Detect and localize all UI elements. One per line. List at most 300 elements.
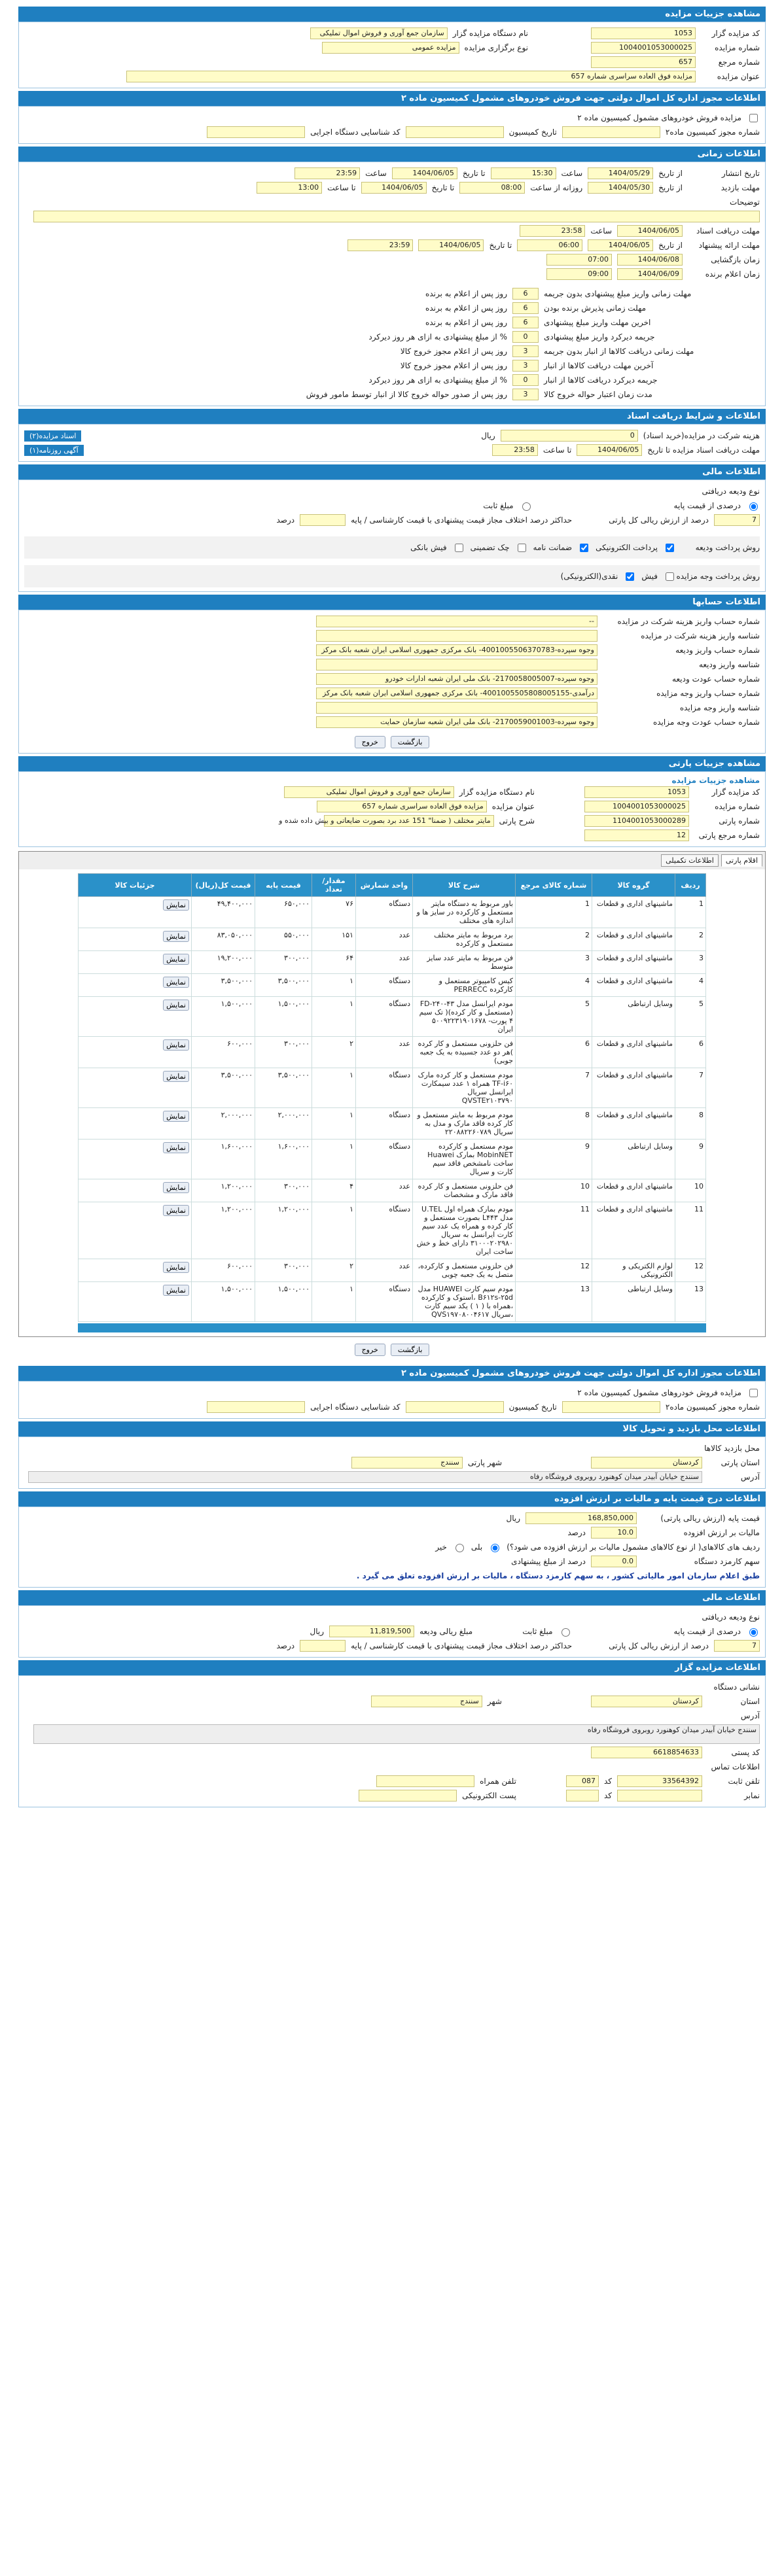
table-cell: ۱: [312, 1068, 356, 1108]
pay-guarantee-check[interactable]: [580, 544, 588, 552]
table-cell: فن حلزونی مستعمل و کارکرده، متصل به یک جعبه چوبی: [413, 1259, 516, 1282]
party-subj-label: عنوان مزایده: [491, 802, 535, 811]
table-cell: 8: [675, 1108, 706, 1140]
party-code-label: کد مزایده گزار: [711, 788, 760, 797]
table-cell: عدد: [356, 1179, 413, 1202]
rule-unit: % از مبلغ پیشنهادی به ازای هر روز دیرکرد: [368, 375, 507, 385]
table-cell: ۱: [312, 1282, 356, 1322]
table-row: [79, 997, 706, 1037]
rule-unit: روز پس از صدور حواله خروج کالا از انبار توسط مامور فروش: [306, 390, 507, 399]
table-row: [79, 897, 706, 928]
table-row: [79, 974, 706, 997]
table-cell: ۱۹,۲۰۰,۰۰۰: [192, 951, 255, 974]
bottom-fixed-radio[interactable]: [561, 1628, 570, 1637]
rule-label: اخرین مهلت واریز مبلغ پیشنهادی: [544, 318, 651, 327]
table-cell: ۱,۵۰۰,۰۰۰: [255, 997, 312, 1037]
table-cell: دستگاه: [356, 1068, 413, 1108]
state-label: استان: [740, 1697, 760, 1706]
table-cell: ۳۰۰,۰۰۰: [255, 1179, 312, 1202]
org-addr-label: نشانی دستگاه: [713, 1682, 760, 1692]
rule-label: مهلت زمانی دریافت کالاها از انبار بدون جریمه: [544, 347, 694, 356]
phone-field: 33564392: [617, 1775, 702, 1787]
table-cell: 2: [516, 928, 592, 951]
table-cell: کیس کامپیوتر مستعمل و کارکرده PERRECC: [413, 974, 516, 997]
subject-field: مزایده فوق العاده سراسری شماره 657: [126, 71, 696, 82]
no-label: خیر: [435, 1542, 447, 1552]
table-cell: ۵۵۰,۰۰۰: [255, 928, 312, 951]
accounts-list: [24, 614, 760, 729]
postal-label: کد پستی: [731, 1748, 760, 1757]
table-cell: ماشینهای اداری و قطعات: [592, 974, 675, 997]
table-cell: ۱۵۱: [312, 928, 356, 951]
column-header[interactable]: واحد شمارش: [356, 874, 413, 897]
table-cell: ماشینهای اداری و قطعات: [592, 1108, 675, 1140]
rule-value: 0: [512, 331, 539, 343]
table-cell: مودم مستعمل و کارکرده MobinNET بمارک Huawei ساخت نامشخص فاقد سیم کارت و سریال: [413, 1140, 516, 1179]
table-cell: 9: [675, 1140, 706, 1179]
price-slip-check[interactable]: [666, 572, 674, 581]
table-row: [79, 1179, 706, 1202]
table-cell: ۱,۶۰۰,۰۰۰: [192, 1140, 255, 1179]
offer-to-date: 1404/06/05: [418, 239, 484, 251]
detail-cell: [79, 951, 192, 974]
exit-button[interactable]: خروج: [355, 1344, 385, 1356]
docs-deadline-time-label: تا ساعت: [543, 445, 572, 455]
max-diff-label: حداکثر درصد اختلاف مجاز قیمت پیشنهادی با قیمت کارشناسی / پایه: [351, 515, 573, 525]
items-panel: [18, 851, 766, 1337]
account-value: [316, 630, 597, 642]
permit-check-label: مزایده فروش خودروهای مشمول کمیسیون ماده ۲: [577, 113, 741, 122]
fax-label: نمابر: [744, 1791, 760, 1800]
broker-label: سهم کارمزد دستگاه: [694, 1557, 760, 1566]
party-section: [18, 771, 766, 847]
account-value: درآمدی-4001005505808005155- بانک مرکزی جمهوری اسلامی ایران شعبه بانک مرکز: [316, 688, 597, 699]
rule-unit: روز پس از اعلام مجوز خروج کالا: [400, 347, 507, 356]
table-cell: دستگاه: [356, 1140, 413, 1179]
account-row: [24, 715, 760, 729]
org-label: نام دستگاه مزایده گزار: [452, 29, 528, 38]
table-cell: 12: [516, 1259, 592, 1282]
table-row: [79, 1259, 706, 1282]
table-cell: 10: [675, 1179, 706, 1202]
newspaper-ad-button[interactable]: آگهی روزنامه(۱): [24, 445, 84, 456]
show-details-button[interactable]: نمایش: [163, 931, 189, 942]
to-label: تا تاریخ: [431, 183, 455, 192]
deadline-rule-row: [24, 358, 760, 373]
visit-from-time: 08:00: [459, 182, 525, 194]
visit-label: مهلت بازدید: [721, 183, 760, 192]
table-cell: ۱: [312, 1202, 356, 1259]
show-details-button[interactable]: نمایش: [163, 1205, 189, 1216]
show-details-button[interactable]: نمایش: [163, 1285, 189, 1296]
account-row: [24, 643, 760, 657]
table-cell: وسایل ارتباطی: [592, 1282, 675, 1322]
table-cell: ۱: [312, 974, 356, 997]
price-electronic-label: نقدی(الکترونیکی): [560, 572, 618, 581]
show-details-button[interactable]: نمایش: [163, 1111, 189, 1122]
detail-cell: [79, 1140, 192, 1179]
publish-label: تاریخ انتشار: [721, 169, 760, 178]
bottom-permit-check-label: مزایده فروش خودروهای مشمول کمیسیون ماده ۲: [577, 1388, 741, 1397]
table-cell: فن مربوط به مایتر عدد سایز متوسط: [413, 951, 516, 974]
rule-value: 6: [512, 317, 539, 328]
vat-notice: طبق اعلام سازمان امور مالیاتی کشور ، به سهم کارمزد دستگاه ، مالیات بر ارزش افزوده تعلق می گیرد .: [356, 1571, 760, 1580]
docs-header: اطلاعات و شرایط دریافت اسناد: [18, 409, 766, 424]
table-cell: ۴: [312, 1179, 356, 1202]
table-cell: ۱,۲۰۰,۰۰۰: [192, 1179, 255, 1202]
table-cell: ۲,۰۰۰,۰۰۰: [255, 1108, 312, 1140]
table-cell: عدد: [356, 1259, 413, 1282]
table-cell: عدد: [356, 951, 413, 974]
price-method-label: روش پرداخت وجه مزایده: [676, 572, 760, 581]
account-value: وجوه سپرده-2170059001003- بانک ملی ایران شعبه سازمان حمایت: [316, 716, 597, 728]
table-cell: دستگاه: [356, 1108, 413, 1140]
subject-label: عنوان مزایده: [717, 72, 760, 81]
party-desc-field: مایتر مختلف ( ضمنا" 151 عدد برد بصورت ضایعاتی و بیش داده شده و: [324, 815, 494, 827]
rule-label: مهلت زمانی پذیرش برنده بودن: [544, 304, 647, 313]
table-cell: ۶۰۰,۰۰۰: [192, 1037, 255, 1068]
table-row: [79, 1068, 706, 1108]
vat-no-radio[interactable]: [455, 1544, 464, 1552]
table-cell: ماشینهای اداری و قطعات: [592, 951, 675, 974]
type-field: مزایده عمومی: [322, 42, 459, 54]
org-id-field: [207, 126, 305, 138]
table-cell: دستگاه: [356, 974, 413, 997]
visit-header: اطلاعات محل بازدید و تحویل کالا: [18, 1421, 766, 1436]
account-label: شماره حساب عودت وجه مزایده: [652, 718, 760, 727]
table-cell: ۱,۲۰۰,۰۰۰: [192, 1202, 255, 1259]
bottom-finance-section: [18, 1605, 766, 1658]
table-cell: 7: [675, 1068, 706, 1108]
account-label: شماره حساب عودت ودیعه: [672, 674, 760, 684]
detail-cell: [79, 1068, 192, 1108]
table-cell: 11: [675, 1202, 706, 1259]
rule-unit: % از مبلغ پیشنهادی به ازای هر روز دیرکرد: [368, 332, 507, 341]
table-row: [79, 928, 706, 951]
pay-slip-check[interactable]: [455, 544, 463, 552]
auction-detail-header: مشاهده جزییات مزایده: [18, 7, 766, 22]
notes-label: توضیحات: [729, 198, 760, 207]
column-header[interactable]: ردیف: [675, 874, 706, 897]
finance-header: اطلاعات مالی: [18, 464, 766, 479]
back-button[interactable]: بازگشت: [391, 1344, 430, 1356]
bottom-percent-radio[interactable]: [749, 1628, 758, 1637]
time-label: ساعت: [365, 169, 387, 178]
permit-checkbox[interactable]: [749, 114, 758, 122]
table-cell: مودم بمارک همراه اول U.TEL مدل L۴۴۳ بصورت مستعمل و کار کرده و همراه یک عدد سیم کارت ایرانسل به سریال ۳۱۰۰۰۲۰۲۹۸۰ دارای خط و خش ساخت ایران: [413, 1202, 516, 1259]
offer-from-time: 06:00: [517, 239, 582, 251]
yes-label: بلی: [471, 1542, 483, 1552]
table-cell: باور مربوط به دستگاه مایتر مستعمل و کارکرده در سایز ها و اندازه های مختلف: [413, 897, 516, 928]
table-cell: عدد: [356, 928, 413, 951]
detail-cell: [79, 997, 192, 1037]
base-price-label: قیمت پایه (ارزش ریالی پارتی): [660, 1514, 760, 1523]
guarantee-type-label: نوع ودیعه دریافتی: [702, 487, 760, 496]
email-field: [359, 1790, 457, 1801]
column-header[interactable]: قیمت پایه: [255, 874, 312, 897]
column-header[interactable]: شرح کالا: [413, 874, 516, 897]
bottom-permit-header: اطلاعات مجوز اداره کل اموال دولتی جهت فروش خودروهای مشمول کمیسیون ماده ۲: [18, 1366, 766, 1381]
table-cell: 3: [516, 951, 592, 974]
column-header[interactable]: قیمت کل(ریال): [192, 874, 255, 897]
table-cell: ۳۰۰,۰۰۰: [255, 1259, 312, 1282]
table-cell: 3: [675, 951, 706, 974]
bottom-permit-checkbox[interactable]: [749, 1389, 758, 1397]
table-cell: ماشینهای اداری و قطعات: [592, 897, 675, 928]
bottom-max-diff-unit: درصد: [276, 1641, 295, 1650]
org-city-field: سنندج: [371, 1696, 482, 1707]
account-row: [24, 701, 760, 715]
bottom-org-id-label: کد شناسایی دستگاه اجرایی: [310, 1402, 401, 1412]
show-details-button[interactable]: نمایش: [163, 1000, 189, 1011]
party-subtitle: مشاهده جزییات مزایده: [671, 776, 760, 785]
auction-detail-section: [18, 22, 766, 88]
tabs-bar: [19, 852, 765, 869]
table-cell: ۷۶: [312, 897, 356, 928]
publish-to-time: 23:59: [294, 167, 360, 179]
show-details-button[interactable]: نمایش: [163, 1039, 189, 1051]
type-label: نوع برگزاری مزایده: [464, 43, 528, 52]
table-cell: مودم ایرانسل مدل FD-۲۴۰-۴۳ (مستعمل و کار کرده)( تک سیم ۴ پورت- ۵۰۰۹۲۲۳۱۹۰۱۶۷۸ ایران: [413, 997, 516, 1037]
finance-section: [18, 479, 766, 592]
detail-cell: [79, 1179, 192, 1202]
area-label: کد: [603, 1777, 612, 1786]
deadline-rule-row: [24, 301, 760, 315]
show-details-button[interactable]: نمایش: [163, 1142, 189, 1153]
doc-deadline-time: 23:58: [520, 225, 585, 237]
table-cell: وسایل ارتباطی: [592, 997, 675, 1037]
table-cell: ۴۹,۴۰۰,۰۰۰: [192, 897, 255, 928]
opt-fixed-label: مبلغ ثابت: [483, 501, 514, 510]
table-cell: لوازم الکتریکی و الکترونیکی: [592, 1259, 675, 1282]
contact-label: اطلاعات تماس: [711, 1762, 760, 1771]
city-field: سنندج: [351, 1457, 463, 1469]
table-row: [79, 1282, 706, 1322]
bottom-percent-field: 7: [714, 1640, 760, 1652]
column-header[interactable]: شماره کالای مرجع: [516, 874, 592, 897]
max-diff-field: [300, 514, 346, 526]
column-header[interactable]: مقدار/ تعداد: [312, 874, 356, 897]
visit-loc-label: محل بازدید کالاها: [704, 1444, 760, 1453]
rule-unit: روز پس از اعلام به برنده: [425, 318, 507, 327]
org-info-header: اطلاعات مزایده گزار: [18, 1660, 766, 1675]
table-cell: ۲: [312, 1037, 356, 1068]
tab-party-items[interactable]: اقلام پارتی: [721, 854, 762, 867]
price-electronic-check[interactable]: [626, 572, 634, 581]
notes-field: [33, 211, 760, 222]
table-cell: ماشینهای اداری و قطعات: [592, 1068, 675, 1108]
tab-extra-info[interactable]: اطلاعات تکمیلی: [661, 854, 719, 867]
bottom-permit-date-field: [406, 1401, 504, 1413]
rule-unit: روز پس از اعلام به برنده: [425, 304, 507, 313]
table-cell: ۱: [312, 1140, 356, 1179]
table-row: [79, 951, 706, 974]
pay-method-label: روش پرداخت ودیعه: [695, 543, 760, 552]
state-field: کردستان: [591, 1696, 702, 1707]
mobile-label: تلفن همراه: [480, 1777, 516, 1786]
bottom-max-diff-label: حداکثر درصد اختلاف مجاز قیمت پیشنهادی با قیمت کارشناسی / پایه: [351, 1641, 573, 1650]
account-row: [24, 657, 760, 672]
table-cell: عدد: [356, 1037, 413, 1068]
offer-to-time: 23:59: [347, 239, 413, 251]
bottom-opt-fixed: مبلغ ثابت: [522, 1627, 553, 1636]
postal-field: 6618854633: [591, 1747, 702, 1758]
deadline-rule-row: [24, 330, 760, 344]
announce-date: 1404/06/09: [617, 268, 683, 280]
account-value: [316, 702, 597, 714]
price-section: [18, 1506, 766, 1588]
bottom-max-diff-field: [300, 1640, 346, 1652]
doc-deadline-label: مهلت دریافت اسناد: [696, 226, 760, 235]
account-row: [24, 614, 760, 629]
bottom-permit-no-field: [562, 1401, 660, 1413]
opt-percent-label: درصدی از قیمت پایه: [673, 501, 741, 510]
show-details-button[interactable]: نمایش: [163, 899, 189, 911]
org-address-field: سنندج خیابان آبیدر میدان کوهنورد روبروی فروشگاه رفاه: [33, 1724, 760, 1744]
time-label: تا ساعت: [327, 183, 356, 192]
deadline-rule-row: [24, 315, 760, 330]
open-date: 1404/06/08: [617, 254, 683, 266]
account-label: شماره حساب واریز وجه مزایده: [656, 689, 760, 698]
party-header: مشاهده جزییات پارتی: [18, 756, 766, 771]
org-address-label: آدرس: [740, 1711, 760, 1720]
table-cell: مودم مربوط به مایتر مستعمل و کار کرده فاقد مارک و مدل به سریال ۲۲۰۸۸۲۲۶۰۷۸۹: [413, 1108, 516, 1140]
rule-label: آخرین مهلت دریافت کالاها از انبار: [544, 361, 654, 370]
table-cell: وسایل ارتباطی: [592, 1140, 675, 1179]
vat-yes-radio[interactable]: [491, 1544, 499, 1552]
show-details-button[interactable]: نمایش: [163, 1071, 189, 1082]
detail-cell: [79, 897, 192, 928]
table-cell: ۶۵۰,۰۰۰: [255, 897, 312, 928]
rule-label: مدت زمان اعتبار حواله خروج کالا: [544, 390, 652, 399]
account-label: شناسه واریز هزینه شرکت در مزایده: [641, 631, 760, 640]
fixed-radio[interactable]: [522, 502, 531, 511]
pay-cheque-check[interactable]: [518, 544, 526, 552]
account-label: شناسه واریز ودیعه: [698, 660, 760, 669]
bottom-permit-section: [18, 1381, 766, 1419]
table-cell: 8: [516, 1108, 592, 1140]
permit-header: اطلاعات مجوز اداره کل اموال دولتی جهت فروش خودروهای مشمول کمیسیون ماده ۲: [18, 91, 766, 106]
open-label: زمان بازگشایی: [711, 255, 760, 264]
table-cell: 5: [516, 997, 592, 1037]
column-header[interactable]: جزئیات کالا: [79, 874, 192, 897]
table-cell: ۲: [312, 1259, 356, 1282]
ref-number-field: 657: [591, 56, 696, 68]
org-info-section: [18, 1675, 766, 1807]
accounts-header: اطلاعات حسابها: [18, 595, 766, 610]
broker-unit: درصد از مبلغ پیشنهادی: [511, 1557, 586, 1566]
party-code-field: 1053: [584, 786, 689, 798]
table-row: [79, 1202, 706, 1259]
email-label: پست الکترونیکی: [462, 1791, 516, 1800]
table-cell: 6: [675, 1037, 706, 1068]
column-header[interactable]: گروه کالا: [592, 874, 675, 897]
show-details-button[interactable]: نمایش: [163, 954, 189, 965]
accounts-section: [18, 610, 766, 754]
permit-date-label: تاریخ کمیسیون: [508, 128, 557, 137]
rule-value: 3: [512, 389, 539, 400]
table-cell: ۸۳,۰۵۰,۰۰۰: [192, 928, 255, 951]
detail-cell: [79, 1259, 192, 1282]
party-ref-field: 12: [584, 829, 689, 841]
account-row: [24, 672, 760, 686]
rule-label: جریمه دیرکرد واریز مبلغ پیشنهادی: [544, 332, 655, 341]
show-details-button[interactable]: نمایش: [163, 1262, 189, 1273]
exit-button[interactable]: خروج: [355, 736, 385, 748]
account-label: شماره حساب واریز هزینه شرکت در مزایده: [617, 617, 760, 626]
visit-from-date: 1404/05/30: [588, 182, 653, 194]
account-value: --: [316, 616, 597, 627]
timing-header: اطلاعات زمانی: [18, 147, 766, 162]
show-details-button[interactable]: نمایش: [163, 977, 189, 988]
bottom-permit-date-label: تاریخ کمیسیون: [508, 1402, 557, 1412]
party-ref-label: شماره مرجع پارتی: [698, 831, 760, 840]
detail-cell: [79, 1202, 192, 1259]
back-button[interactable]: بازگشت: [391, 736, 430, 748]
table-cell: 7: [516, 1068, 592, 1108]
offer-from-date: 1404/06/05: [588, 239, 653, 251]
bottom-permit-no-label: شماره مجوز کمیسیون ماده۲: [665, 1402, 760, 1412]
table-cell: ۳,۵۰۰,۰۰۰: [192, 974, 255, 997]
deadline-rule-row: [24, 373, 760, 387]
percent-radio[interactable]: [749, 502, 758, 511]
address-label: آدرس: [740, 1472, 760, 1482]
from-label: از تاریخ: [658, 169, 683, 178]
city-label: شهر پارتی: [467, 1458, 502, 1467]
rule-label: جریمه دیرکرد دریافت کالاها از انبار: [544, 375, 658, 385]
table-cell: ۶۴: [312, 951, 356, 974]
table-cell: دستگاه: [356, 997, 413, 1037]
table-cell: ۱,۶۰۰,۰۰۰: [255, 1140, 312, 1179]
table-footer-bar: [78, 1323, 706, 1332]
show-details-button[interactable]: نمایش: [163, 1182, 189, 1193]
table-cell: ۱,۲۰۰,۰۰۰: [255, 1202, 312, 1259]
table-cell: 12: [675, 1259, 706, 1282]
table-cell: فن حلزونی مستعمل و کار کرده فاقد مارک و مشخصات: [413, 1179, 516, 1202]
table-row: [79, 1108, 706, 1140]
auction-docs-button[interactable]: اسناد مزایده(۲): [24, 430, 81, 442]
table-cell: ۳,۵۰۰,۰۰۰: [192, 1068, 255, 1108]
org-id-label: کد شناسایی دستگاه اجرایی: [310, 128, 401, 137]
party-org-label: نام دستگاه مزایده گزار: [459, 788, 535, 797]
rule-value: 0: [512, 374, 539, 386]
account-label: شناسه واریز وجه مزایده: [679, 703, 760, 712]
docs-section: [18, 424, 766, 462]
table-cell: ۳,۵۰۰,۰۰۰: [255, 974, 312, 997]
pay-electronic-check[interactable]: [666, 544, 674, 552]
party-desc-label: شرح پارتی: [499, 816, 535, 826]
base-price-field: 168,850,000: [526, 1512, 637, 1524]
org-field: سازمان جمع آوری و فروش اموال تملیکی: [310, 27, 448, 39]
rule-value: 6: [512, 288, 539, 300]
publish-from-date: 1404/05/29: [588, 167, 653, 179]
account-value: وجوه سپرده-2170058005007- بانک ملی ایران شعبه ادارات خودرو: [316, 673, 597, 685]
table-cell: ماشینهای اداری و قطعات: [592, 1202, 675, 1259]
fax-area-label: کد: [603, 1791, 612, 1800]
table-row: [79, 1037, 706, 1068]
table-cell: مودم سیم کارت HUAWEI مدل B۶۱۲s-۲۵d ،استوک و کارکرده ،همراه با ( ۱ ) یکد سیم کارت ،سریال QVS۱۹۷۰۸۰۰۴۶۱۷: [413, 1282, 516, 1322]
items-table-header: [79, 874, 706, 897]
org-city-label: شهر: [487, 1697, 502, 1706]
table-cell: 13: [516, 1282, 592, 1322]
visit-to-date: 1404/06/05: [361, 182, 427, 194]
permit-no-field: [562, 126, 660, 138]
price-header: اطلاعات درج قیمت پایه و مالیات بر ارزش افزوده: [18, 1491, 766, 1506]
bottom-finance-header: اطلاعات مالی: [18, 1590, 766, 1605]
fee-label: هزینه شرکت در مزایده(خرید اسناد): [643, 431, 760, 440]
mobile-field: [376, 1775, 474, 1787]
party-num-label: شماره مزایده: [715, 802, 760, 811]
